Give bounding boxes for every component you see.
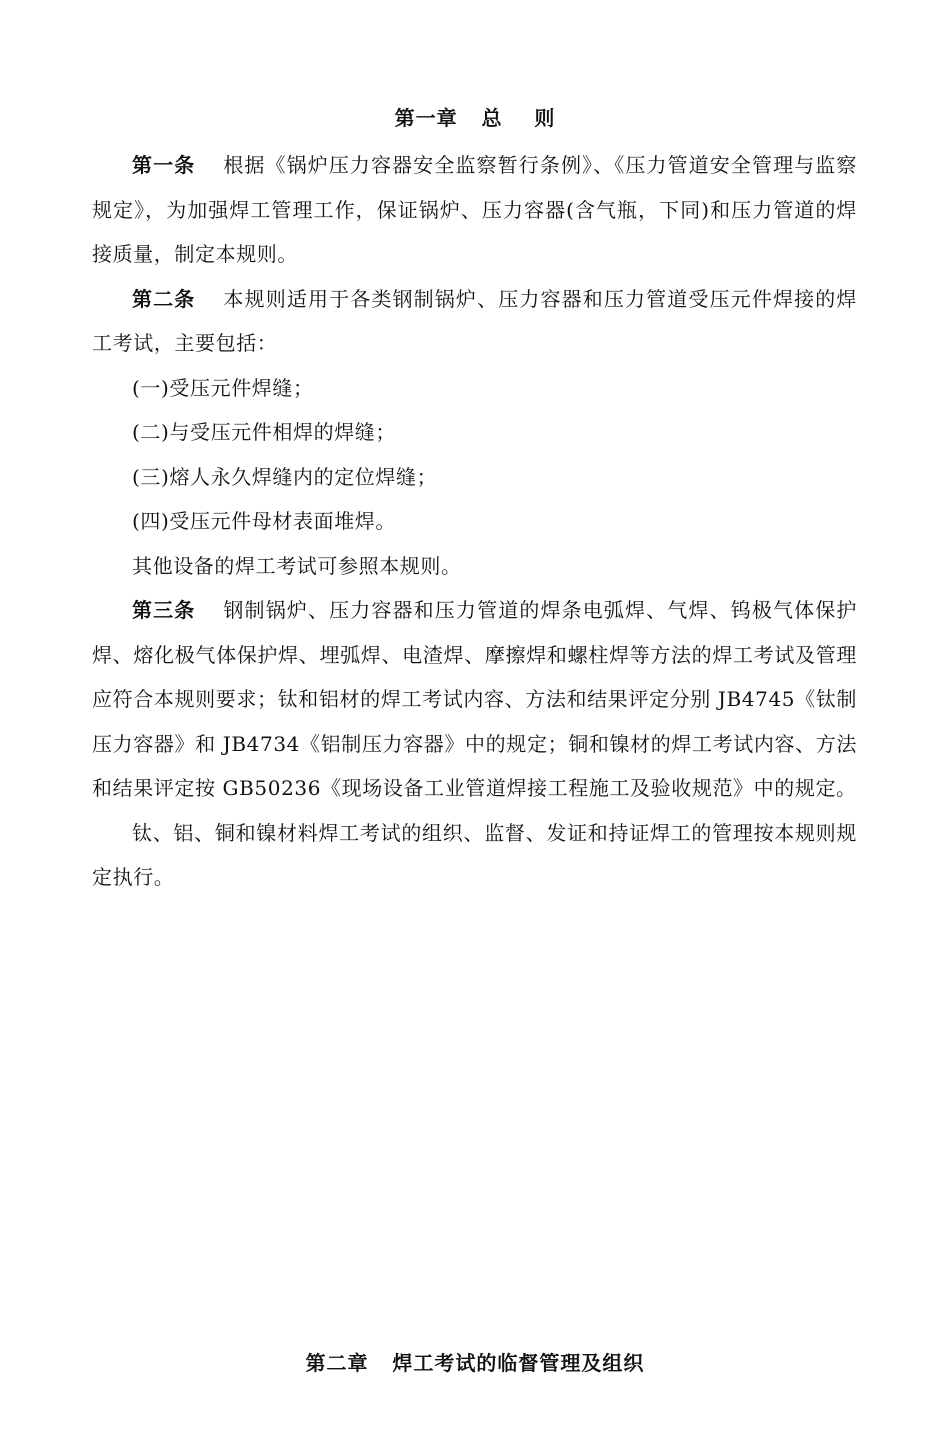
article-3 [92, 588, 857, 811]
chapter-2-title: 第二章 焊工考试的临督管理及组织 [305, 1351, 645, 1375]
document-body [92, 143, 857, 900]
article-2-item-1: (一)受压元件焊缝； [132, 375, 314, 400]
article-2-item-3: (三)熔人永久焊缝内的定位焊缝； [132, 464, 438, 489]
article-1 [92, 143, 857, 277]
article-1-text: 根据《锅炉压力容器安全监察暂行条例》、《压力管道安全管理与监察规定》，为加强焊工管理工作，保证锅炉、压力容器(含气瓶，下同)和压力管道的焊接质量，制定本规则。 [92, 153, 857, 266]
article-3-note: 钛、铝、铜和镍材料焊工考试的组织、监督、发证和持证焊工的管理按本规则规定执行。 [92, 820, 857, 889]
article-2-item-2: (二)与受压元件相焊的焊缝； [132, 420, 397, 444]
article-2-label: 第二条 [132, 286, 196, 311]
article-2 [92, 277, 857, 366]
article-3-label: 第三条 [132, 598, 196, 622]
article-2-text: 本规则适用于各类钢制锅炉、压力容器和压力管道受压元件焊接的焊工考试，主要包括： [92, 286, 857, 355]
chapter-1-title: 第一章 总 则 [394, 106, 556, 130]
article-2-item-4: (四)受压元件母材表面堆焊。 [132, 509, 397, 533]
article-1-label: 第一条 [132, 153, 196, 177]
article-3-text: 钢制锅炉、压力容器和压力管道的焊条电弧焊、气焊、钨极气体保护焊、熔化极气体保护焊、埋弧焊、电渣焊、摩擦焊和螺柱焊等方法的焊工考试及管理应符合本规则要求；钛和铝材的焊工考试内容、方法和结果评定分别 JB4745《钛制压力容器》和 JB4734《铝制压力容器》中的规定；铜和镍材的焊工考试内容、方法和结果评定按 GB50236《现场设备工业管道焊接工程施工及验收规范》中的规定。 [92, 598, 857, 800]
article-2-note: 其他设备的焊工考试可参照本规则。 [132, 553, 462, 578]
